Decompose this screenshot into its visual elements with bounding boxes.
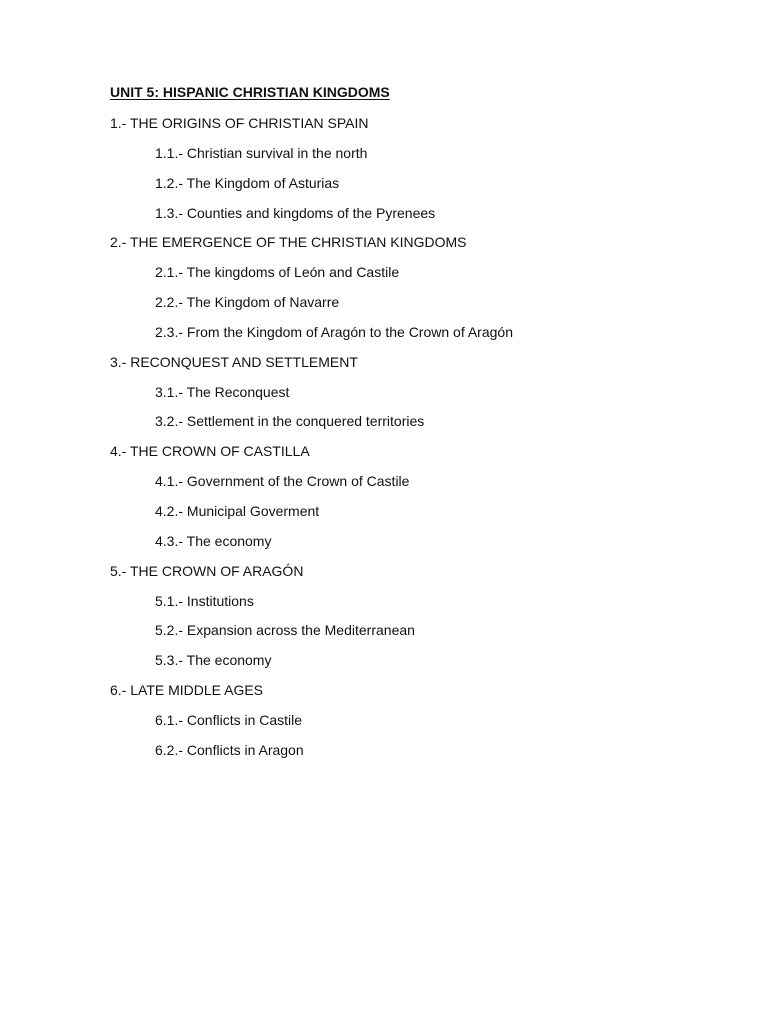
toc-subsection: 2.3.- From the Kingdom of Aragón to the Crown of Aragón [155, 323, 513, 340]
toc-section: 2.- THE EMERGENCE OF THE CHRISTIAN KINGDOMS [110, 234, 467, 251]
toc-subsection: 5.2.- Expansion across the Mediterranean [155, 622, 415, 639]
toc-subsection: 2.2.- The Kingdom of Navarre [155, 294, 340, 311]
toc-subsection: 3.1.- The Reconquest [155, 383, 290, 400]
toc-section: 1.- THE ORIGINS OF CHRISTIAN SPAIN [110, 115, 369, 131]
toc-subsection: 4.2.- Municipal Goverment [155, 502, 320, 519]
toc-subsection: 5.3.- The economy [155, 652, 272, 669]
document-title: UNIT 5: HISPANIC CHRISTIAN KINGDOMS [110, 84, 390, 100]
toc-subsection: 6.1.- Conflicts in Castile [155, 711, 303, 728]
toc-subsection: 1.2.- The Kingdom of Asturias [155, 174, 340, 191]
toc-subsection: 5.1.- Institutions [155, 592, 254, 609]
table-of-contents [0, 114, 768, 771]
toc-subsection: 1.1.- Christian survival in the north [155, 144, 368, 161]
toc-section: 6.- LATE MIDDLE AGES [110, 682, 264, 699]
toc-subsection: 4.3.- The economy [155, 532, 272, 549]
toc-section: 4.- THE CROWN OF CASTILLA [110, 443, 310, 460]
toc-section: 5.- THE CROWN OF ARAGÓN [110, 562, 304, 579]
toc-subsection: 3.2.- Settlement in the conquered territories [155, 413, 425, 430]
toc-subsection: 1.3.- Counties and kingdoms of the Pyrenees [155, 204, 436, 221]
toc-subsection: 6.2.- Conflicts in Aragon [155, 741, 304, 758]
toc-subsection: 4.1.- Government of the Crown of Castile [155, 473, 410, 490]
toc-section: 3.- RECONQUEST AND SETTLEMENT [110, 353, 358, 370]
toc-subsection: 2.1.- The kingdoms of León and Castile [155, 264, 400, 281]
